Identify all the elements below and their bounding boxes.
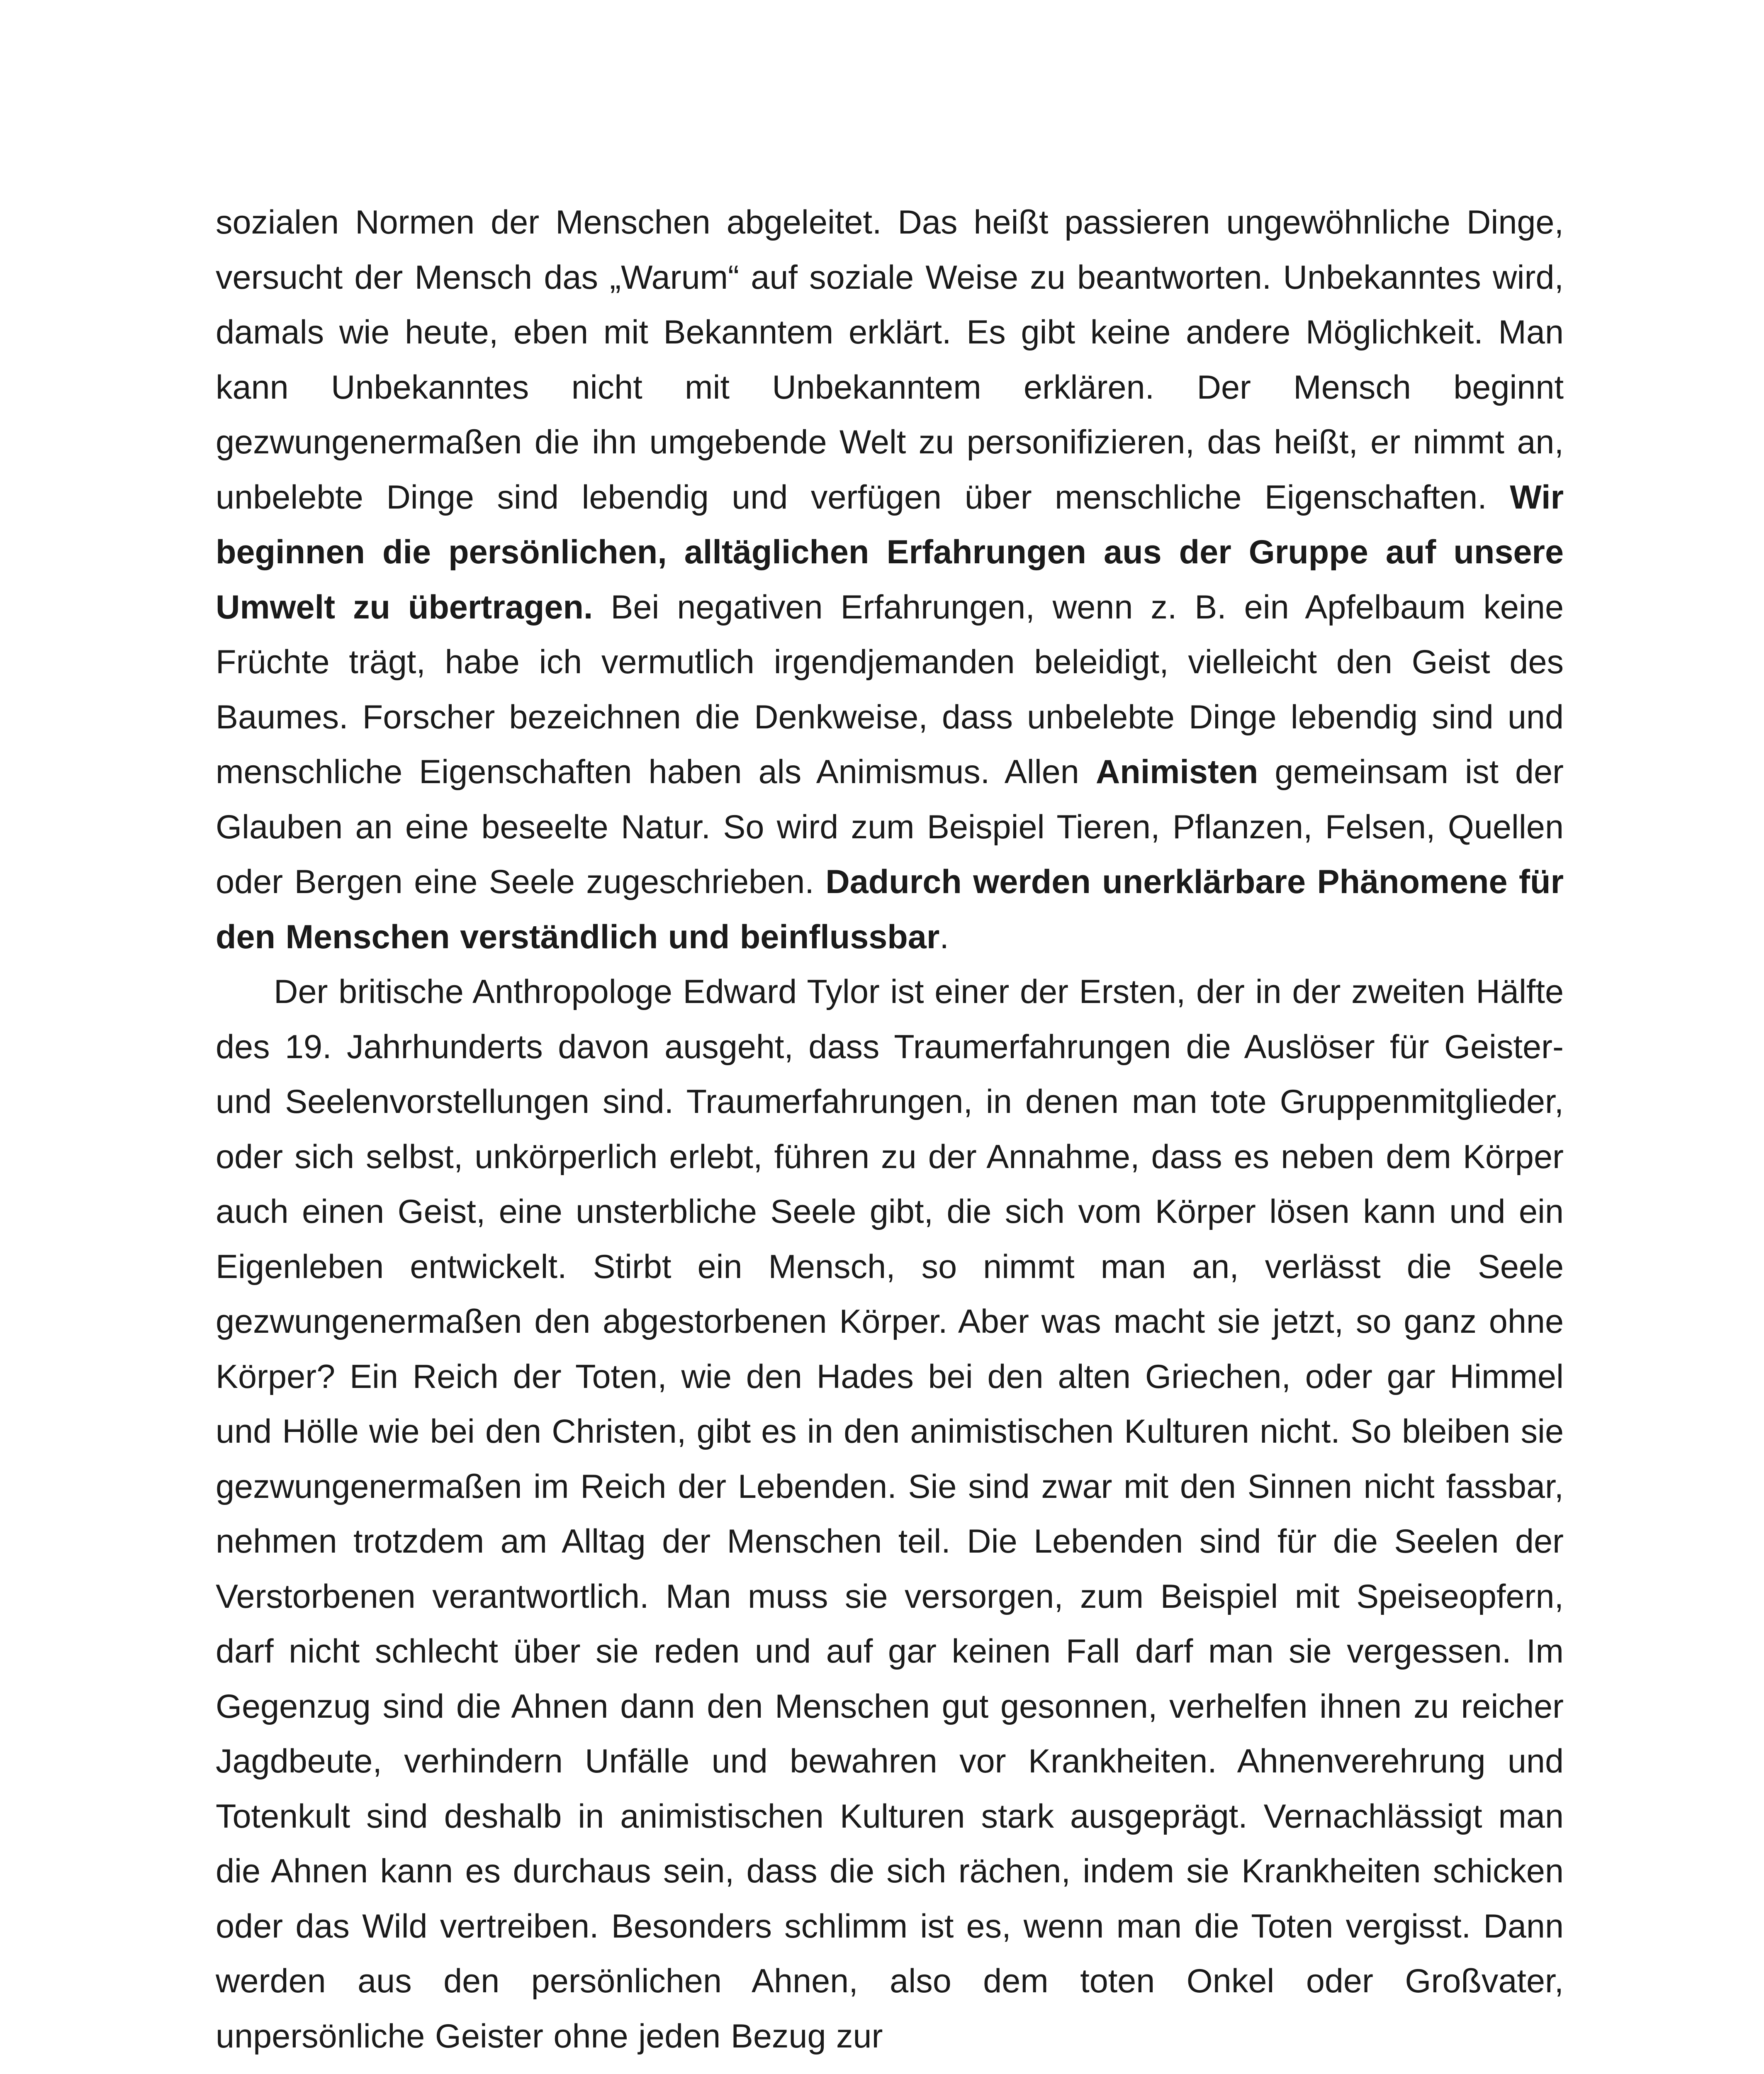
text-run: . (939, 918, 949, 956)
bold-text-run: Wir beginnen die persönlichen, alltäglichen Erfahrungen aus der Gruppe auf unsere Umwelt zu übertragen. (216, 478, 1564, 626)
bold-text-run: Animisten (1095, 753, 1258, 791)
body-text (216, 195, 1564, 2064)
text-run: Bei negativen Erfahrungen, wenn z. B. ein Apfelbaum keine Früchte trägt, habe ich vermutlich irgendjemanden beleidigt, vielleicht den Geist des Baumes. Forscher bezeichnen die Denkweise, dass unbelebte Dinge lebendig sind und menschliche Eigenschaften haben als Animismus. Allen (216, 588, 1564, 791)
text-run: Der britische Anthropologe Edward Tylor ist einer der Ersten, der in der zweiten Hälfte des 19. Jahrhunderts davon ausgeht, dass Traumerfahrungen die Auslöser für Geister- und Seelenvorstellungen sind. Traumerfahrungen, in denen man tote Gruppenmitglieder, oder sich selbst, unkörperlich erlebt, führen zu der Annahme, dass es neben dem Körper auch einen Geist, eine unsterbliche Seele gibt, die sich vom Körper lösen kann und ein Eigenleben entwickelt. Stirbt ein Mensch, so nimmt man an, verlässt die Seele gezwungenermaßen den abgestorbenen Körper. Aber was macht sie jetzt, so ganz ohne Körper? Ein Reich der Toten, wie den Hades bei den alten Griechen, oder gar Himmel und Hölle wie bei den Christen, gibt es in den animistischen Kulturen nicht. So bleiben sie gezwungenermaßen im Reich der Lebenden. Sie sind zwar mit den Sinnen nicht fassbar, nehmen trotzdem am Alltag der Menschen teil. Die Lebenden sind für die Seelen der Verstorbenen verantwortlich. Man muss sie versorgen, zum Beispiel mit Speiseopfern, darf nicht schlecht über sie reden und auf gar keinen Fall darf man sie vergessen. Im Gegenzug sind die Ahnen dann den Menschen gut gesonnen, verhelfen ihnen zu reicher Jagdbeute, verhindern Unfälle und bewahren vor Krankheiten. Ahnenverehrung und Totenkult sind deshalb in animistischen Kulturen stark ausgeprägt. Vernachlässigt man die Ahnen kann es durchaus sein, dass die sich rächen, indem sie Krankheiten schicken oder das Wild vertreiben. Besonders schlimm ist es, wenn man die Toten vergisst. Dann werden aus den persönlichen Ahnen, also dem toten Onkel oder Großvater, unpersönliche Geister ohne jeden Bezug zur (216, 973, 1564, 2055)
bold-text-run: Dadurch werden unerklärbare Phänomene für den Menschen verständlich und beinflussbar (216, 863, 1564, 956)
paragraph-1 (216, 195, 1564, 964)
text-run: sozialen Normen der Menschen abgeleitet. Das heißt passieren ungewöhnliche Dinge, versucht der Mensch das „Warum“ auf soziale Weise zu beantworten. Unbekanntes wird, damals wie heute, eben mit Bekanntem erklärt. Es gibt keine andere Möglichkeit. Man kann Unbekanntes nicht mit Unbekanntem erklären. Der Mensch beginnt gezwungenermaßen die ihn umgebende Welt zu personifizieren, das heißt, er nimmt an, unbelebte Dinge sind lebendig und verfügen über menschliche Eigenschaften. (216, 204, 1564, 516)
paragraph-2 (216, 964, 1564, 2064)
text-run: gemeinsam ist der Glauben an eine beseelte Natur. So wird zum Beispiel Tieren, Pflanzen, Felsen, Quellen oder Bergen eine Seele zugeschrieben. (216, 753, 1564, 901)
